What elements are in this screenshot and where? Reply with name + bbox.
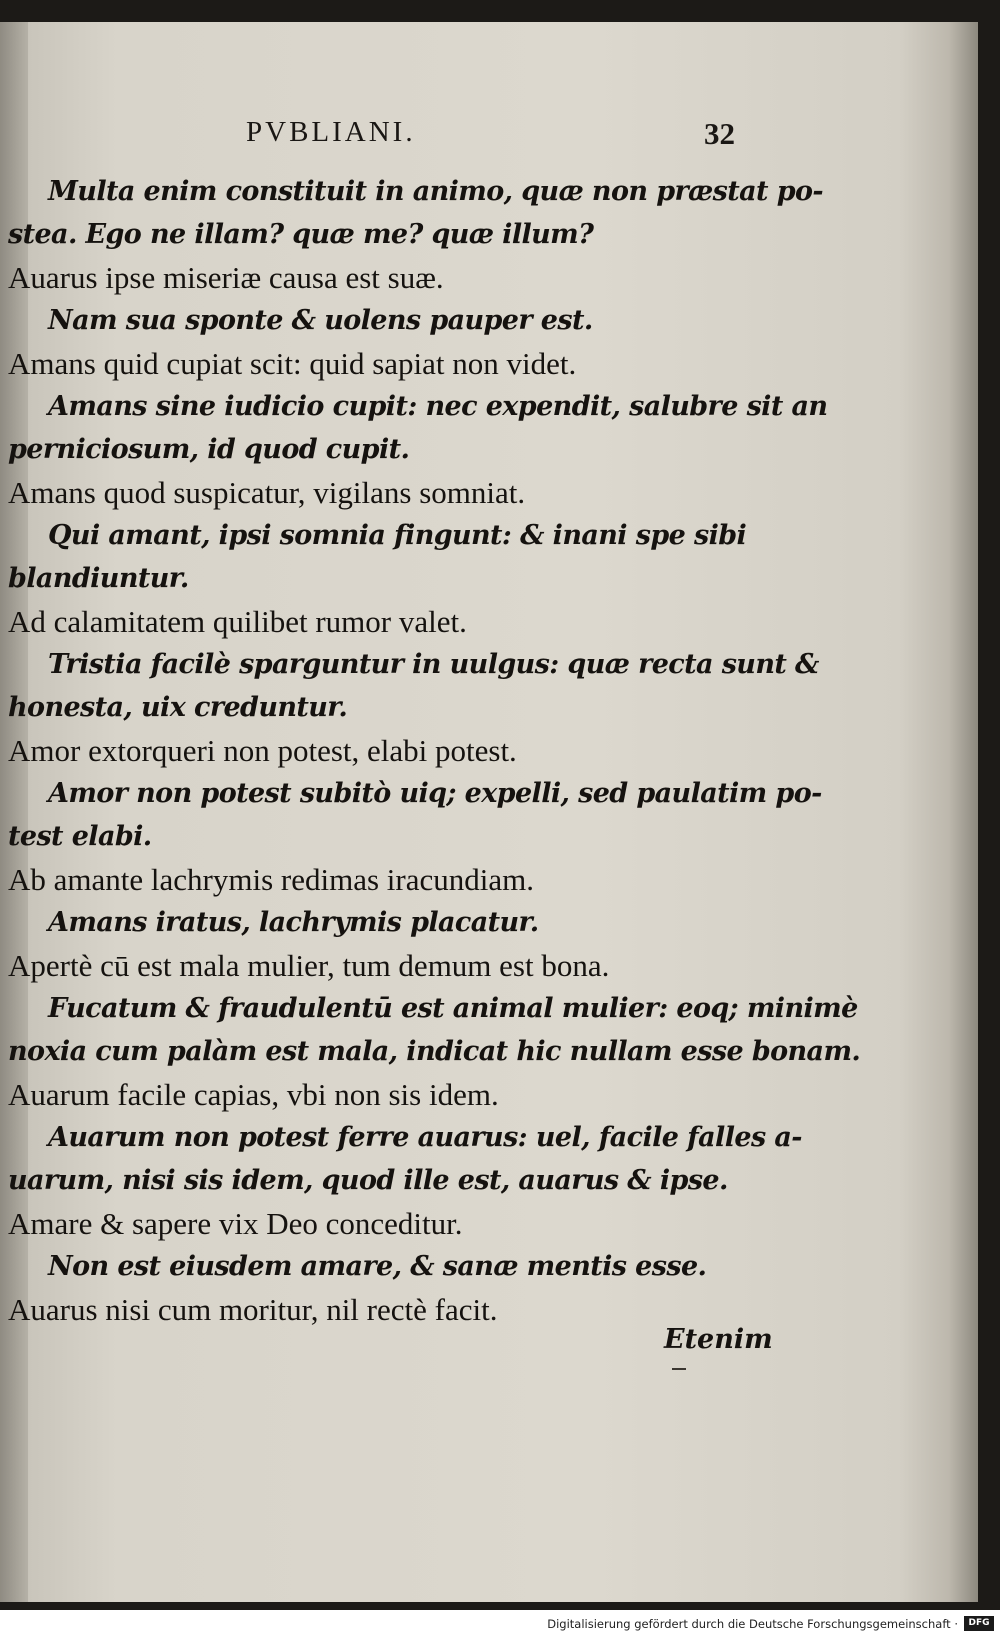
maxim-line: Amare & sapere vix Deo conceditur. [8,1206,463,1241]
gloss-line: Nam sua sponte & uolens pauper est. [48,305,593,336]
gloss-line: test elabi. [8,821,152,852]
maxim-line: Auarus nisi cum moritur, nil rectè facit. [8,1292,498,1327]
maxim-line: Auarum facile capias, vbi non sis idem. [8,1077,499,1112]
page-number: 32 [704,116,735,151]
digitization-credit: Digitalisierung gefördert durch die Deutsche Forschungsgemeinschaft · [547,1617,958,1631]
maxim-line: Auarus ipse miseriæ causa est suæ. [8,260,444,295]
gloss-line: honesta, uix creduntur. [8,692,348,723]
gloss-line: uarum, nisi sis idem, quod ille est, auarus & ipse. [8,1165,728,1196]
gloss-line: Amans iratus, lachrymis placatur. [48,907,539,938]
gloss-line: Fucatum & fraudulentū est animal mulier: eoq; minimè [48,993,858,1024]
gloss-line: Amor non potest subitò uiq; expelli, sed paulatim po- [48,778,822,809]
gloss-line: perniciosum, id quod cupit. [8,434,410,465]
book-page [0,22,978,1602]
maxim-line: Amans quod suspicatur, vigilans somniat. [8,475,526,510]
catchword: Etenim [664,1324,773,1355]
gloss-line: Tristia facilè sparguntur in uulgus: quæ recta sunt & [48,649,819,680]
gloss-line: blandiuntur. [8,563,189,594]
gloss-line: Non est eiusdem amare, & sanæ mentis esse. [48,1251,707,1282]
gloss-line: Auarum non potest ferre auarus: uel, facile falles a- [48,1122,802,1153]
gloss-line: stea. Ego ne illam? quæ me? quæ illum? [8,219,594,250]
dfg-logo-icon: DFG [964,1616,994,1631]
running-head: PVBLIANI. [246,116,416,148]
maxim-line: Ab amante lachrymis redimas iracundiam. [8,862,534,897]
text-block [8,170,861,1331]
gloss-line: noxia cum palàm est mala, indicat hic nullam esse bonam. [8,1036,861,1067]
catchword-dash [672,1368,686,1370]
digitization-credit-bar [0,1610,1000,1642]
gloss-line: Qui amant, ipsi somnia fingunt: & inani spe sibi [48,520,747,551]
gloss-line: Amans sine iudicio cupit: nec expendit, salubre sit an [48,391,828,422]
gloss-line: Multa enim constituit in animo, quæ non præstat po- [48,176,823,207]
maxim-line: Amans quid cupiat scit: quid sapiat non videt. [8,346,577,381]
maxim-line: Amor extorqueri non potest, elabi potest. [8,733,517,768]
maxim-line: Apertè cū est mala mulier, tum demum est bona. [8,948,610,983]
maxim-line: Ad calamitatem quilibet rumor valet. [8,604,467,639]
